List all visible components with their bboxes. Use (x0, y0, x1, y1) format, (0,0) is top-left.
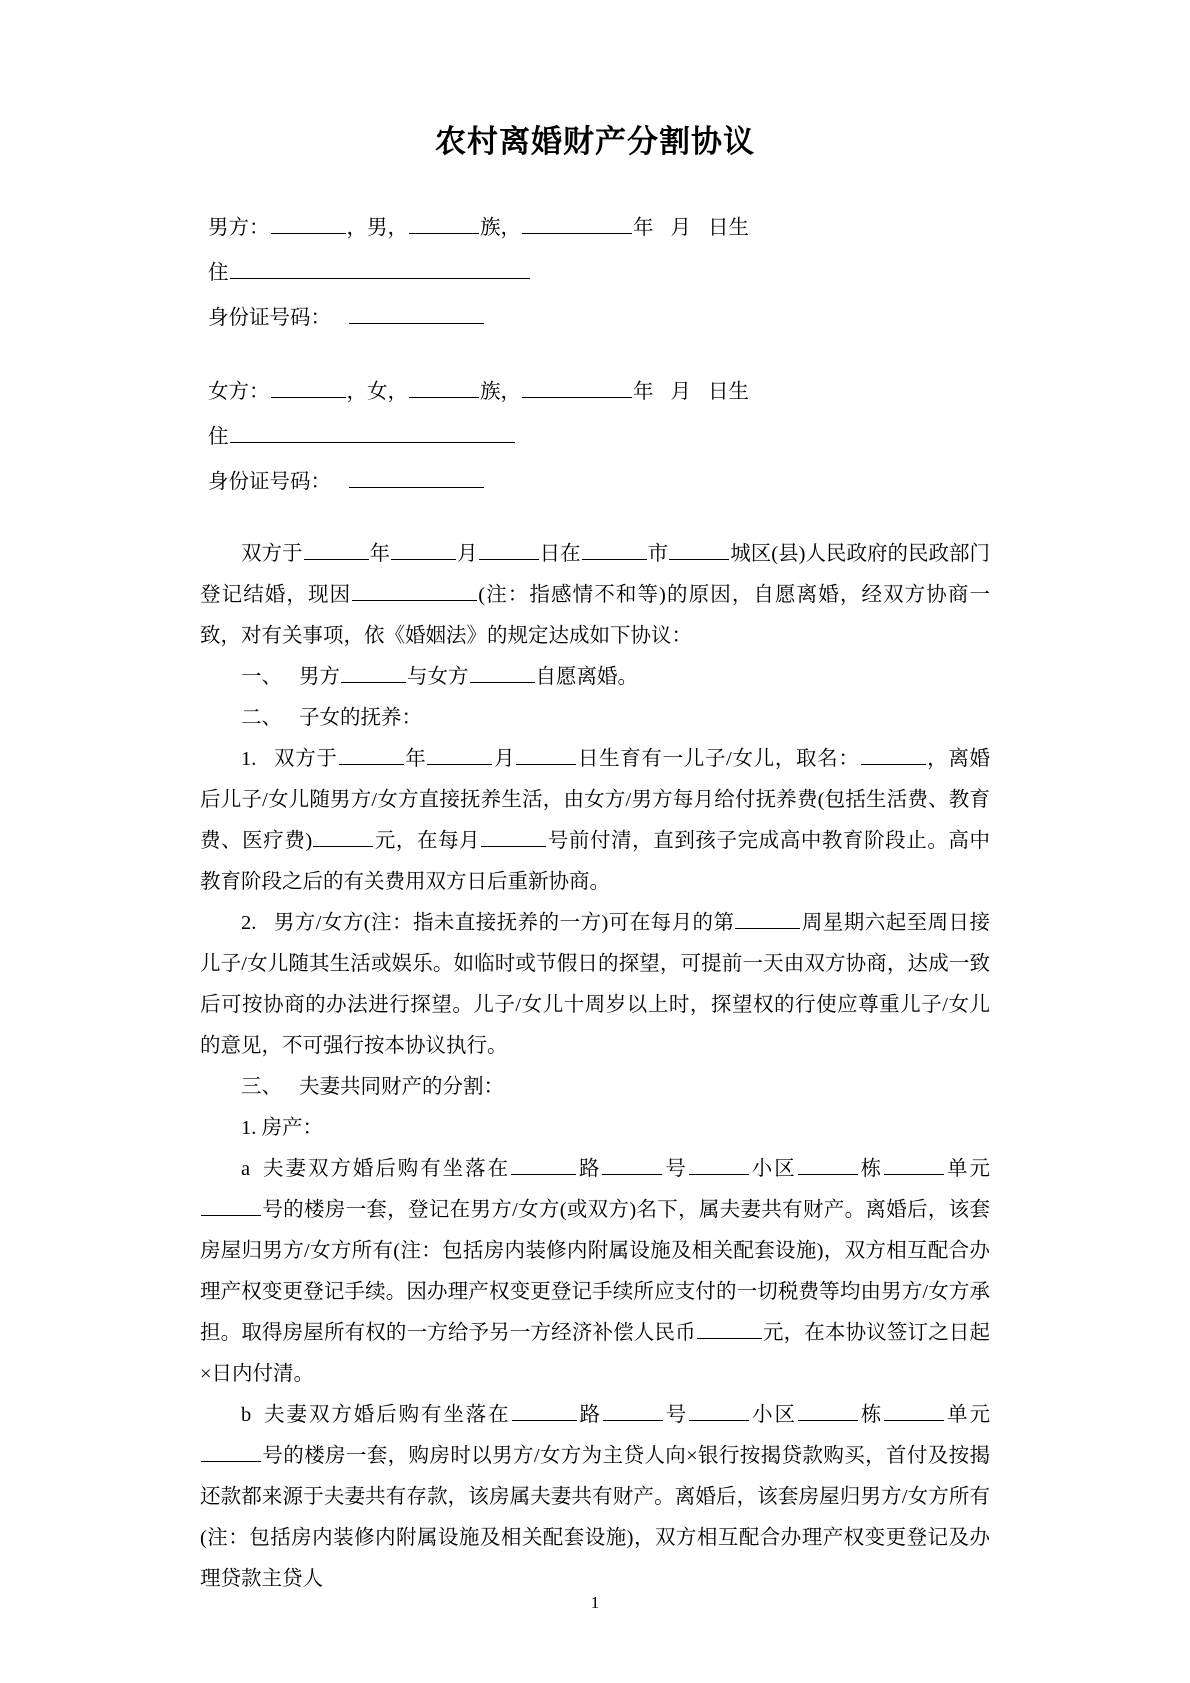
property-item-b (200, 1395, 990, 1600)
support-amount-blank[interactable] (313, 825, 373, 848)
property-a-text-b: 路 (577, 1158, 602, 1181)
male-year-text: 年 (633, 217, 654, 240)
intro-text-a: 双方于 (241, 543, 303, 566)
intro-text-b: 年 (369, 543, 391, 566)
item-one-text-a: 双方于 (273, 748, 338, 771)
marriage-month-blank[interactable] (391, 538, 456, 561)
female-birth-year-blank[interactable] (522, 376, 632, 399)
item-one-text-g: 号前付清，直到孩子完成高中教育阶段止。高中教育阶段之后的有关费用双方日后重新协商。 (200, 830, 991, 894)
female-address-blank[interactable] (230, 420, 515, 443)
male-id-label: 身份证号码： (208, 306, 331, 329)
clause-two-heading (200, 698, 990, 739)
page-number: 1 (590, 1593, 600, 1612)
property-a-text-f: 单元 (945, 1158, 991, 1181)
male-address-line (200, 251, 990, 296)
female-party-identity-line (200, 370, 990, 415)
intro-text-e: 市 (647, 543, 669, 566)
property-a-room-blank[interactable] (201, 1194, 261, 1217)
male-day-text: 日生 (708, 217, 749, 240)
marriage-city-blank[interactable] (582, 538, 647, 561)
female-name-blank[interactable] (271, 376, 346, 399)
property-b-text-b: 路 (577, 1404, 602, 1427)
item-one-text-d: 日生育有一儿子/女儿，取名： (577, 748, 860, 771)
male-gender-text: ，男， (346, 217, 408, 240)
property-a-text-c: 号 (663, 1158, 688, 1181)
male-ethnicity-text: 族， (480, 217, 521, 240)
male-party-identity-line (200, 206, 990, 251)
property-item-b-label: b (241, 1404, 252, 1427)
property-b-text-c: 号 (663, 1404, 689, 1427)
child-name-blank[interactable] (861, 743, 926, 766)
property-b-road-blank[interactable] (512, 1399, 577, 1422)
marriage-registration-paragraph (200, 534, 990, 657)
property-b-text-a: 夫妻双方婚后购有坐落在 (262, 1404, 511, 1427)
property-a-compensation-blank[interactable] (697, 1317, 762, 1340)
clause-two-title: 子女的抚养： (299, 707, 422, 730)
female-ethnicity-blank[interactable] (409, 376, 479, 399)
male-ethnicity-blank[interactable] (409, 212, 479, 235)
divorce-reason-blank[interactable] (352, 579, 477, 602)
male-id-line (200, 296, 990, 341)
property-a-text-a: 夫妻双方婚后购有坐落在 (261, 1158, 511, 1181)
child-birth-month-blank[interactable] (427, 743, 492, 766)
intro-text-f: 城区(县)人民政府的民政部门登记结婚，现因 (200, 543, 991, 607)
property-a-text-e: 栋 (858, 1158, 884, 1181)
intro-text-g: (注：指感情不和等)的原因，自愿离婚，经双方协商一致，对有关事项，依《婚姻法》的规定达成如下协议： (200, 584, 991, 648)
male-address-blank[interactable] (230, 256, 530, 279)
clause-one-text-b: 与女方 (407, 666, 469, 689)
clause-one-text-c: 自愿离婚。 (535, 666, 638, 689)
clause-one (200, 657, 990, 698)
female-address-label: 住 (208, 425, 229, 448)
male-address-label: 住 (208, 261, 229, 284)
payment-day-blank[interactable] (481, 825, 546, 848)
intro-text-d: 日在 (539, 543, 581, 566)
clause-two-item-two (200, 903, 990, 1067)
female-party-label: 女方： (208, 381, 270, 404)
marriage-district-blank[interactable] (669, 538, 729, 561)
clause-two-number: 二、 (241, 707, 282, 730)
property-b-text-g: 号的楼房一套，购房时以男方/女方为主贷人向×银行按揭贷款购买，首付及按揭还款都来源于夫妻共有存款，该房属夫妻共有财产。离婚后，该套房屋归男方/女方所有(注：包括房内装修内附属设施及相关配套设施)，双方相互配合办理产权变更登记及办理贷款主贷人 (200, 1445, 990, 1591)
property-b-number-blank[interactable] (603, 1399, 663, 1422)
intro-text-c: 月 (457, 543, 478, 566)
property-a-text-h: 元，在本协议签订之日起×日内付清。 (200, 1322, 991, 1386)
item-one-text-f: 元，在每月 (374, 830, 481, 853)
property-subsection-title: 1. 房产： (241, 1117, 323, 1140)
property-a-number-blank[interactable] (602, 1153, 662, 1176)
property-item-a (200, 1149, 990, 1395)
male-birth-year-blank[interactable] (522, 212, 632, 235)
item-one-number: 1. (241, 748, 257, 771)
item-two-text-a: 男方/女方(注：指未直接抚养的一方)可在每月的第 (273, 912, 735, 935)
clause-two-item-one (200, 739, 990, 903)
male-party-block (200, 206, 990, 340)
clause-one-text-a: 男方 (299, 666, 340, 689)
female-gender-text: ，女， (346, 381, 408, 404)
clause-three-title: 夫妻共同财产的分割： (299, 1076, 504, 1099)
page-title: 农村离婚财产分割协议 (435, 124, 755, 159)
female-address-line (200, 415, 990, 460)
property-a-unit-blank[interactable] (884, 1153, 944, 1176)
female-day-text: 日生 (708, 381, 749, 404)
child-birth-year-blank[interactable] (339, 743, 404, 766)
clause-one-male-blank[interactable] (341, 661, 406, 684)
male-id-blank[interactable] (349, 301, 484, 324)
item-two-number: 2. (241, 912, 257, 935)
property-b-building-blank[interactable] (798, 1399, 858, 1422)
property-b-text-e: 栋 (858, 1404, 884, 1427)
property-b-room-blank[interactable] (201, 1440, 261, 1463)
marriage-year-blank[interactable] (304, 538, 369, 561)
clause-three-number: 三、 (241, 1076, 282, 1099)
child-birth-day-blank[interactable] (516, 743, 576, 766)
item-two-text-b: 周星期六起至周日接儿子/女儿随其生活或娱乐。如临时或节假日的探望，可提前一天由双方协商，达成一致后可按协商的办法进行探望。儿子/女儿十周岁以上时，探望权的行使应尊重儿子/女儿的意见，不可强行按本协议执行。 (200, 912, 990, 1058)
female-id-blank[interactable] (349, 465, 484, 488)
item-one-text-b: 年 (404, 748, 427, 771)
property-subsection-heading (200, 1108, 990, 1149)
item-one-text-e: ，离婚后儿子/女儿随男方/女方直接抚养生活，由女方/男方每月给付抚养费(包括生活费、教育费、医疗费) (200, 748, 991, 853)
female-month-text: 月 (670, 381, 691, 404)
female-id-line (200, 460, 990, 505)
clause-one-number: 一、 (241, 666, 282, 689)
item-one-text-c: 月 (493, 748, 516, 771)
visitation-week-blank[interactable] (735, 907, 800, 930)
female-party-block (200, 370, 990, 504)
property-a-building-blank[interactable] (798, 1153, 858, 1176)
property-b-text-d: 小区 (750, 1404, 797, 1427)
property-a-community-blank[interactable] (689, 1153, 749, 1176)
male-name-blank[interactable] (271, 212, 346, 235)
property-b-unit-blank[interactable] (884, 1399, 944, 1422)
male-month-text: 月 (670, 217, 691, 240)
property-b-text-f: 单元 (945, 1404, 991, 1427)
property-a-road-blank[interactable] (511, 1153, 576, 1176)
female-ethnicity-text: 族， (480, 381, 521, 404)
property-b-community-blank[interactable] (689, 1399, 749, 1422)
clause-one-female-blank[interactable] (470, 661, 535, 684)
property-item-a-label: a (241, 1158, 251, 1181)
property-a-text-g: 号的楼房一套，登记在男方/女方(或双方)名下，属夫妻共有财产。离婚后，该套房屋归男方/女方所有(注：包括房内装修内附属设施及相关配套设施)，双方相互配合办理产权变更登记手续。因办理产权变更登记手续所应支付的一切税费等均由男方/女方承担。取得房屋所有权的一方给予另一方经济补偿人民币 (200, 1199, 990, 1345)
document-body (200, 160, 990, 1600)
property-a-text-d: 小区 (749, 1158, 797, 1181)
male-party-label: 男方： (208, 217, 270, 240)
marriage-day-blank[interactable] (479, 538, 539, 561)
clause-three-heading (200, 1067, 990, 1108)
female-year-text: 年 (633, 381, 654, 404)
female-id-label: 身份证号码： (208, 470, 331, 493)
